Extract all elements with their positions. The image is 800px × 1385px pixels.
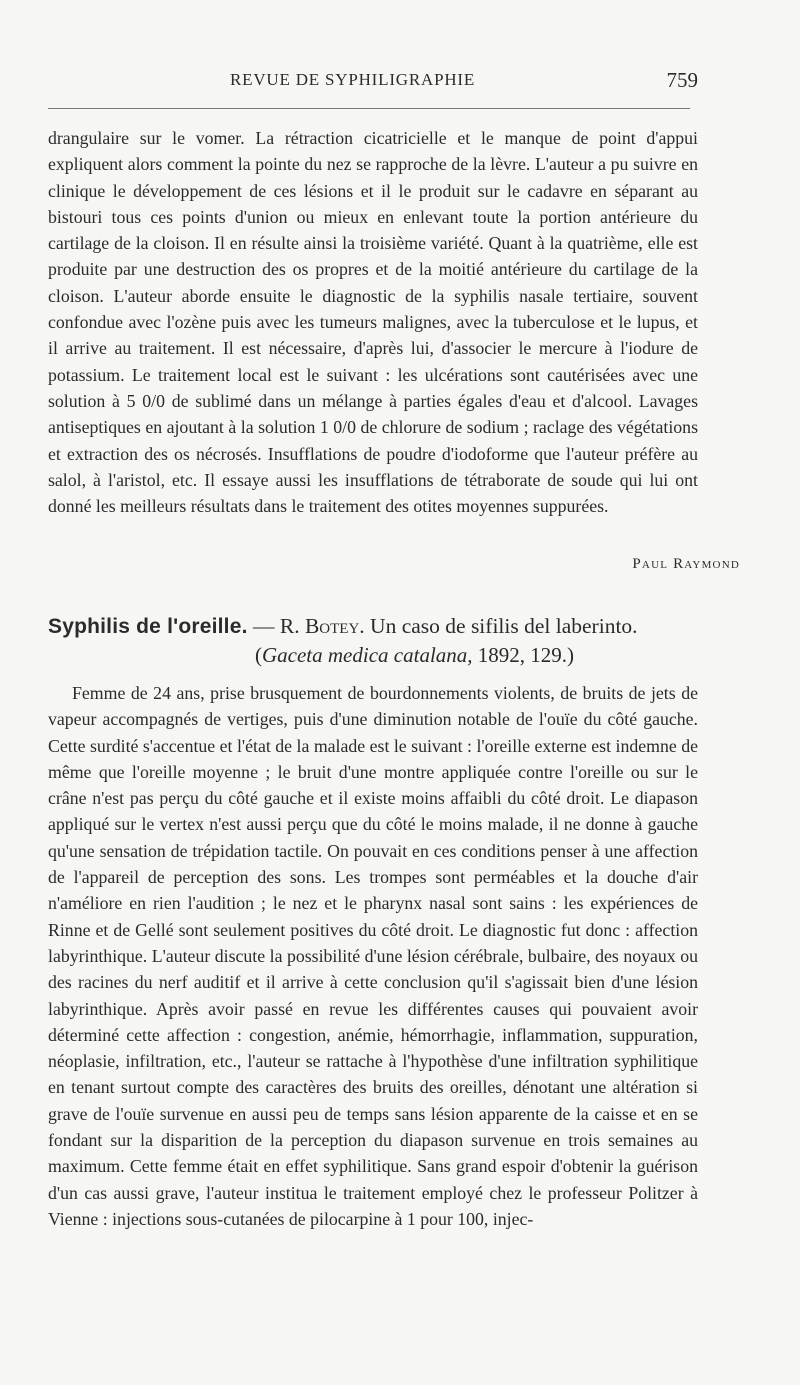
citation-details: 1892, 129.) xyxy=(477,643,575,667)
citation-open: ( xyxy=(255,643,262,667)
paragraph-continuation: drangulaire sur le vomer. La rétraction cicatricielle et le manque de point d'appui expliquent alors comment la pointe du nez se rapproche de la lèvre. L'auteur a pu suivre en clinique le développement de ces lésions et il le produit sur le cadavre en séparant au bistouri tous ces points d'union ou mieux en enlevant toute la portion antérieure du cartilage de la cloison. Il en résulte ainsi la troisième variété. Quant à la quatrième, elle est produite par une destruction des os propres et de la moitié antérieure du cartilage de la cloison. L'auteur aborde ensuite le diagnostic de la syphilis nasale tertiaire, souvent confondue avec l'ozène puis avec les tumeurs malignes, avec la tuberculose et le lupus, et il arrive au traitement. Il est nécessaire, d'après lui, d'associer le mercure à l'iodure de potassium. Le traitement local est le suivant : les ulcérations sont cautérisées avec une solution à 5 0/0 de sublimé dans un mélange à parties égales d'eau et d'alcool. Lavages antiseptiques en ajoutant à la solution 1 0/0 de chlorure de sodium ; raclage des végétations et extraction des os nécrosés. Insufflations de poudre d'iodoforme que l'auteur préfère au salol, à l'aristol, etc. Il essaye aussi les insufflations de tétraborate de soude qui lui ont donné les meilleurs résultats dans le traitement des otites moyennes suppurées. xyxy=(48,128,698,517)
page xyxy=(48,0,748,1385)
page-header xyxy=(48,70,698,92)
article-title: Un caso de sifilis del laberinto. xyxy=(370,614,638,638)
heading-line xyxy=(48,614,638,638)
author-signature: Paul Raymond xyxy=(632,556,740,572)
heading-separator: — xyxy=(253,614,275,638)
running-title: REVUE DE SYPHILIGRAPHIE xyxy=(230,70,476,89)
article-author: R. Botey. xyxy=(279,614,365,638)
citation-line xyxy=(255,641,698,669)
article-heading xyxy=(48,612,698,669)
journal-name: Gaceta medica catalana, xyxy=(262,643,473,667)
header-rule xyxy=(48,108,690,109)
article-topic: Syphilis de l'oreille. xyxy=(48,615,248,638)
page-number: 759 xyxy=(666,68,698,92)
paragraph-case-report: Femme de 24 ans, prise brusquement de bourdonnements violents, de bruits de jets de vapeur accompagnés de vertiges, puis d'une diminution notable de l'ouïe du côté gauche. Cette surdité s'accentue et l'état de la malade est le suivant : l'oreille externe est indemne de même que l'oreille moyenne ; le bruit d'une montre appliquée contre l'oreille ou sur le crâne n'est pas perçu du côté gauche et il existe moins affaibli du côté droit. Le diapason appliqué sur le vertex n'est aussi perçu que du côté le moins malade, il ne donne à gauche qu'une sensation de trépidation tactile. On pouvait en ces conditions penser à une affection de l'appareil de perception des sons. Les trompes sont perméables et la douche d'air n'améliore en rien l'audition ; le nez et le pharynx nasal sont sains : les expériences de Rinne et de Gellé sont seulement positives du côté droit. Le diagnostic fut donc : affection labyrinthique. L'auteur discute la possibilité d'une lésion cérébrale, bulbaire, des noyaux ou des racines du nerf auditif et il arrive à cette conclusion qu'il s'agissait bien d'une lésion labyrinthique. Après avoir passé en revue les différentes causes qui pouvaient avoir déterminé cette affection : congestion, anémie, hémorrhagie, inflammation, suppuration, néoplasie, infiltration, etc., l'auteur se rattache à l'hypothèse d'une infiltration syphilitique en tenant surtout compte des caractères des bruits des oreilles, dénotant une altération si grave de l'ouïe survenue en aussi peu de temps sans lésion apparente de la caisse et en se fondant sur la disparition de la perception du diapason survenue en trois semaines au maximum. Cette femme était en effet syphilitique. Sans grand espoir d'obtenir la guérison d'un cas aussi grave, l'auteur institua le traitement employé chez le professeur Politzer à Vienne : injections sous-cutanées de pilocarpine à 1 pour 100, injec- xyxy=(48,683,698,1229)
